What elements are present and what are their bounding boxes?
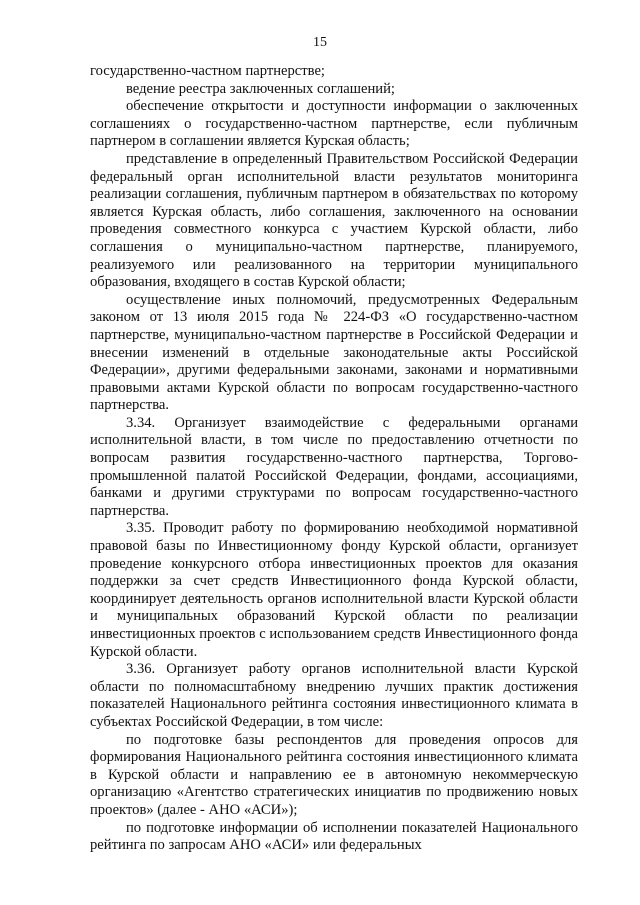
- paragraph: представление в определенный Правительством Российской Федерации федеральный орган исполнительной власти результатов мониторинга реализации соглашения, публичным партнером в обязательствах по которому является Курская область, либо соглашения, заключенного на основании проведения совместного конкурса с участием Курской области, либо соглашения о муниципально-частном партнерстве, планируемого, реализуемого или реализованного на территории муниципального образования, входящего в состав Курской области;: [90, 150, 578, 291]
- paragraph: осуществление иных полномочий, предусмотренных Федеральным законом от 13 июля 2015 года № 224-ФЗ «О государственно-частном партнерстве, муниципально-частном партнерстве в Российской Федерации и внесении изменений в отдельные законодательные акты Российской Федерации», другими федеральными законами, законами и нормативными правовыми актами Курской области по вопросам государственно-частного партнерства.: [90, 291, 578, 414]
- document-body: [90, 63, 578, 855]
- paragraph: по подготовке информации об исполнении показателей Национального рейтинга по запросам АНО «АСИ» или федеральных: [90, 819, 578, 854]
- paragraph: 3.36. Организует работу органов исполнительной власти Курской области по полномасштабному внедрению лучших практик достижения показателей Национального рейтинга состояния инвестиционного климата в субъектах Российской Федерации, в том числе:: [90, 661, 578, 730]
- paragraph: 3.35. Проводит работу по формированию необходимой нормативной правовой базы по Инвестиционному фонду Курской области, организует проведение конкурсного отбора инвестиционных проектов для оказания поддержки за счет средств Инвестиционного фонда Курской области, координирует деятельность органов исполнительной власти Курской области и муниципальных образований Курской области по реализации инвестиционных проектов с использованием средств Инвестиционного фонда Курской области.: [90, 520, 578, 660]
- paragraph: 3.34. Организует взаимодействие с федеральными органами исполнительной власти, в том числе по предоставлению отчетности по вопросам развития государственно-частного партнерства, Торгово-промышленной палатой Российской Федерации, фондами, ассоциациями, банками и другими структурами по вопросам государственно-частного партнерства.: [90, 414, 578, 519]
- paragraph: по подготовке базы респондентов для проведения опросов для формирования Национального рейтинга состояния инвестиционного климата в Курской области и направлению ее в автономную некоммерческую организацию «Агентство стратегических инициатив по продвижению новых проектов» (далее - АНО «АСИ»);: [90, 731, 578, 818]
- paragraph: ведение реестра заключенных соглашений;: [126, 80, 395, 97]
- paragraph: государственно-частном партнерстве;: [90, 63, 325, 79]
- paragraph: обеспечение открытости и доступности информации о заключенных соглашениях о государственно-частном партнерстве, если публичным партнером в соглашении является Курская область;: [90, 98, 578, 150]
- page-number: 15: [313, 35, 327, 50]
